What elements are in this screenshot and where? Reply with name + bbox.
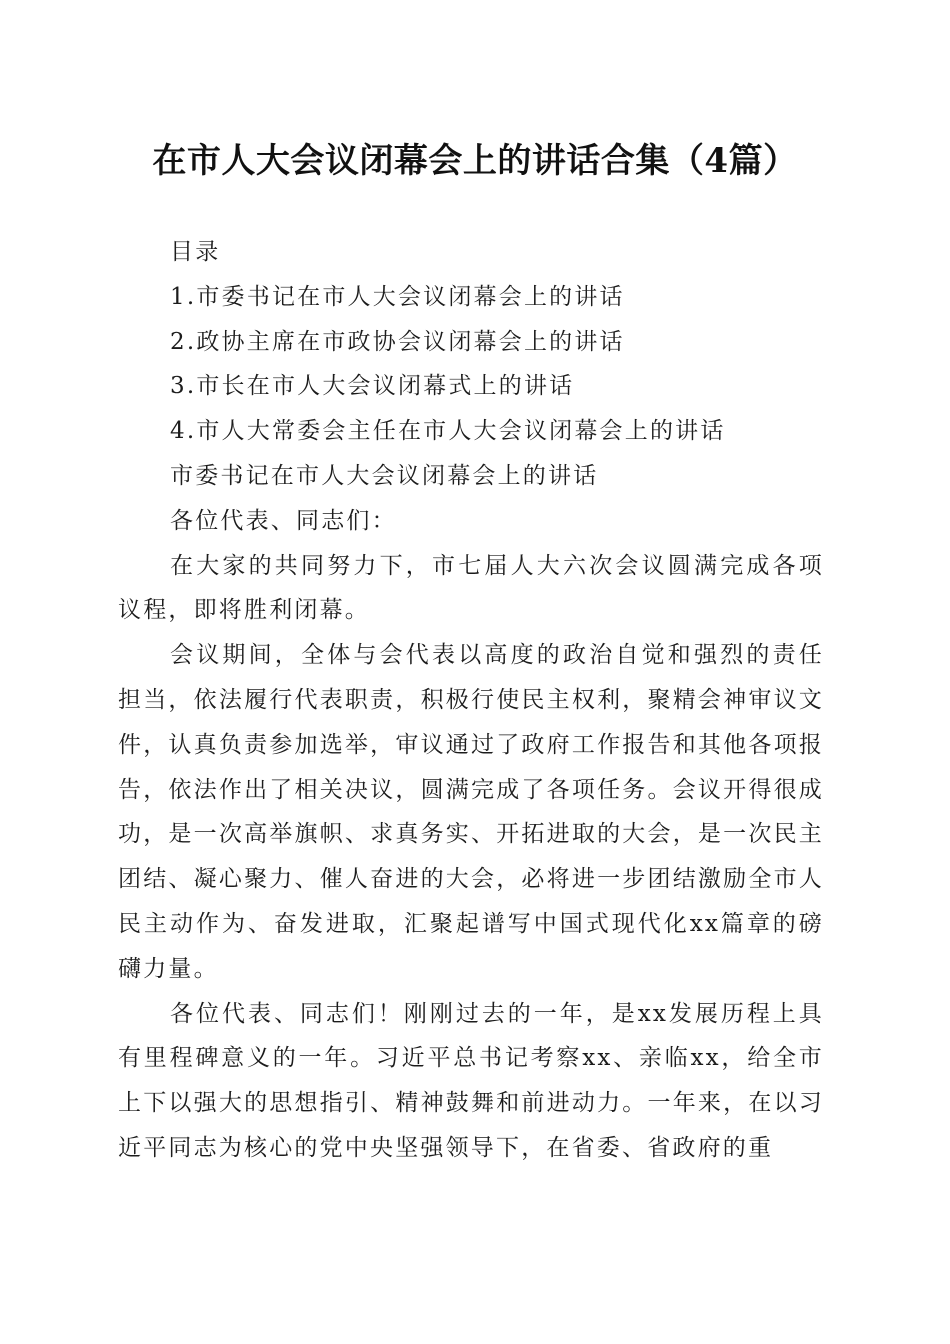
document-title: 在市人大会议闭幕会上的讲话合集（4篇） [152, 141, 798, 181]
paragraph-1: 在大家的共同努力下，市七届人大六次会议圆满完成各项议程，即将胜利闭幕。 [118, 552, 824, 624]
toc-item-4: 4.市人大常委会主任在市人大会议闭幕会上的讲话 [170, 418, 726, 445]
toc-heading: 目录 [170, 239, 221, 265]
toc-item-2: 2.政协主席在市政协会议闭幕会上的讲话 [170, 328, 625, 355]
paragraph-3: 各位代表、同志们！刚刚过去的一年，是xx发展历程上具有里程碑意义的一年。习近平总书记考察xx、亲临xx，给全市上下以强大的思想指引、精神鼓舞和前进动力。一年来，在以习近平同志为核心的党中央坚强领导下，在省委、省政府的重 [118, 1000, 824, 1161]
paragraph-2: 会议期间，全体与会代表以高度的政治自觉和强烈的责任担当，依法履行代表职责，积极行使民主权利，聚精会神审议文件，认真负责参加选举，审议通过了政府工作报告和其他各项报告，依法作出了相关决议，圆满完成了各项任务。会议开得很成功，是一次高举旗帜、求真务实、开拓进取的大会，是一次民主团结、凝心聚力、催人奋进的大会，必将进一步团结激励全市人民主动作为、奋发进取，汇聚起谱写中国式现代化xx篇章的磅礴力量。 [118, 642, 824, 982]
document-body [118, 230, 824, 1171]
salutation: 各位代表、同志们： [170, 507, 397, 534]
section-title: 市委书记在市人大会议闭幕会上的讲话 [170, 462, 599, 489]
toc-item-1: 1.市委书记在市人大会议闭幕会上的讲话 [170, 283, 625, 310]
toc-item-3: 3.市长在市人大会议闭幕式上的讲话 [170, 373, 575, 400]
